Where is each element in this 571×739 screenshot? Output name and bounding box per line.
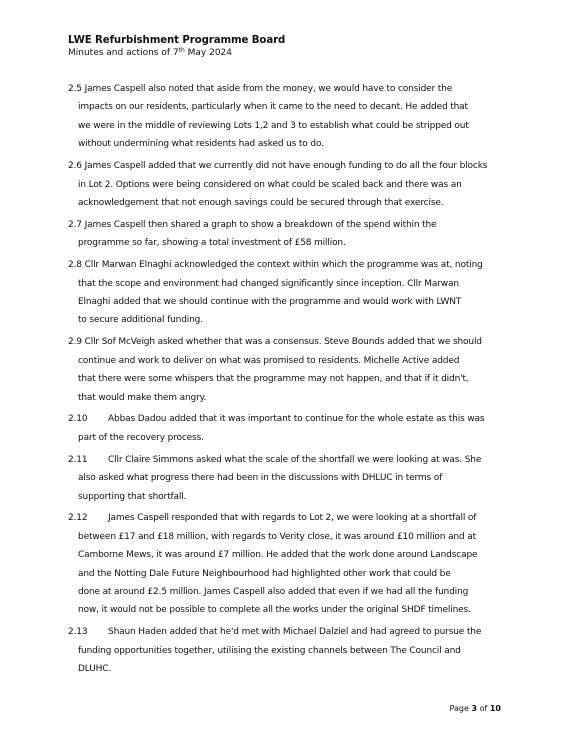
minute-item-line bbox=[68, 194, 520, 212]
minute-item-text: part of the recovery process. bbox=[78, 432, 204, 443]
minute-item-line bbox=[68, 565, 520, 583]
minute-item-line bbox=[68, 601, 520, 619]
minute-item-number: 2.11 bbox=[68, 454, 88, 465]
minute-item-text: also asked what progress there had been in the discussions with DHLUC in terms of bbox=[78, 473, 443, 484]
minute-item-text: to secure additional funding. bbox=[78, 315, 203, 326]
minute-item bbox=[68, 256, 520, 330]
minute-item-text: DLUHC. bbox=[78, 664, 112, 675]
page-footer bbox=[450, 704, 501, 713]
minute-item-number: 2.7 bbox=[68, 219, 82, 230]
page-total: 10 bbox=[489, 704, 501, 713]
minute-item-line bbox=[68, 352, 520, 370]
minute-item-text: Cllr Claire Simmons asked what the scale of the shortfall we were looking at was. She bbox=[108, 454, 482, 465]
minute-item-line bbox=[68, 642, 520, 660]
minute-item-text: Camborne Mews, it was around £7 million. He added that the work done around Landscape bbox=[78, 550, 478, 561]
minute-item-text: Elnaghi added that we should continue with the programme and would work with LWNT bbox=[78, 296, 462, 307]
minute-item-line bbox=[68, 293, 520, 311]
minute-item-line bbox=[68, 311, 520, 329]
minute-item bbox=[68, 216, 520, 253]
minute-item-text: funding opportunities together, utilising the existing channels between The Council and bbox=[78, 645, 461, 656]
minute-item-line bbox=[68, 488, 520, 506]
minute-item-text: supporting that shortfall. bbox=[78, 491, 187, 502]
minute-item-line bbox=[68, 528, 520, 546]
minute-item-number: 2.13 bbox=[68, 627, 88, 638]
minute-item-number: 2.6 bbox=[68, 161, 82, 172]
minute-item-line bbox=[68, 370, 520, 388]
minute-item-text: James Caspell also noted that aside from the money, we would have to consider the bbox=[84, 84, 453, 94]
minute-item bbox=[68, 80, 520, 154]
minute-item-line bbox=[68, 469, 520, 487]
minute-item-text: acknowledgement that not enough savings could be secured through that exercise. bbox=[78, 197, 444, 208]
minute-item-line bbox=[68, 583, 520, 601]
document-subtitle bbox=[68, 47, 285, 59]
minute-item-text: continue and work to deliver on what was promised to residents. Michelle Active added bbox=[78, 355, 460, 366]
document-header bbox=[68, 34, 285, 59]
minute-item-text: we were in the middle of reviewing Lots 1,2 and 3 to establish what could be stripped out bbox=[78, 120, 469, 131]
minute-item-text: that would make them angry. bbox=[78, 392, 207, 403]
minute-item-line bbox=[68, 98, 520, 116]
minute-item-number: 2.8 bbox=[68, 260, 82, 271]
document-title: LWE Refurbishment Programme Board bbox=[68, 35, 286, 46]
minute-item-text: Abbas Dadou added that it was important to continue for the whole estate as this was bbox=[108, 414, 485, 425]
minute-item-first-line bbox=[68, 410, 520, 428]
minute-item-text: James Caspell responded that with regards to Lot 2, we were looking at a shortfall of bbox=[108, 513, 477, 524]
minute-item-text: Cllr Marwan Elnaghi acknowledged the context within which the programme was at, noting bbox=[84, 260, 483, 271]
minute-item-number: 2.12 bbox=[68, 513, 88, 524]
minute-item-text: James Caspell added that we currently did not have enough funding to do all the four blocks bbox=[84, 161, 488, 172]
page-number: 3 bbox=[471, 704, 478, 713]
minute-item-text: Shaun Haden added that he'd met with Michael Dalziel and had agreed to pursue the bbox=[108, 627, 482, 638]
page-of-label: of bbox=[479, 704, 488, 713]
minute-item-line bbox=[68, 176, 520, 194]
minute-item-text: between £17 and £18 million, with regards to Verity close, it was around £10 million and at bbox=[78, 531, 476, 542]
minute-item-line bbox=[68, 429, 520, 447]
minute-item-text: that the scope and environment had changed significantly since inception. Cllr Marwan bbox=[78, 278, 459, 289]
minute-item-line bbox=[68, 275, 520, 293]
minute-item-line bbox=[68, 117, 520, 135]
minute-item-line bbox=[68, 389, 520, 407]
subtitle-text: Minutes and actions of 7 bbox=[68, 48, 179, 58]
minute-item-text: and the Notting Dale Future Neighbourhood had highlighted other work that could be bbox=[78, 568, 451, 579]
page-label: Page bbox=[449, 704, 469, 713]
minute-item-first-line bbox=[68, 509, 520, 527]
minute-item-first-line bbox=[68, 451, 520, 469]
minute-item-text: done at around £2.5 million. James Caspell also added that even if we had all the funding bbox=[78, 587, 469, 598]
minute-item-text: now, it would not be possible to complete all the works under the original SHDF timelines. bbox=[78, 605, 471, 616]
minute-item-line bbox=[68, 234, 520, 252]
minute-item bbox=[68, 451, 520, 506]
minute-item-first-line bbox=[68, 623, 520, 641]
minute-item-text: that there were some whispers that the programme may not happen, and that if it didn't, bbox=[78, 374, 469, 385]
minute-item-text: without undermining what residents had asked us to do. bbox=[78, 139, 324, 150]
minute-item-text: Cllr Sof McVeigh asked whether that was a consensus. Steve Bounds added that we should bbox=[84, 337, 482, 348]
subtitle-ordinal-suffix: th bbox=[178, 47, 185, 54]
minute-item-number: 2.9 bbox=[68, 337, 82, 348]
minute-item-first-line bbox=[68, 333, 520, 351]
minutes-body bbox=[68, 80, 520, 682]
minute-item-number: 2.5 bbox=[68, 84, 82, 94]
minute-item-first-line bbox=[68, 157, 520, 175]
minute-item bbox=[68, 410, 520, 447]
minute-item-text: impacts on our residents, particularly when it came to the need to decant. He added that bbox=[78, 102, 468, 113]
minute-item-number: 2.10 bbox=[68, 414, 88, 425]
minute-item bbox=[68, 157, 520, 212]
subtitle-date-rest: May 2024 bbox=[184, 48, 232, 58]
minute-item-line bbox=[68, 546, 520, 564]
minute-item bbox=[68, 509, 520, 619]
minute-item-text: programme so far, showing a total investment of £58 million. bbox=[78, 238, 346, 249]
minute-item-first-line bbox=[68, 216, 520, 234]
minute-item-line bbox=[68, 660, 520, 678]
minute-item bbox=[68, 333, 520, 407]
minute-item-first-line bbox=[68, 80, 520, 98]
minute-item-first-line bbox=[68, 256, 520, 274]
minute-item-text: James Caspell then shared a graph to show a breakdown of the spend within the bbox=[84, 219, 437, 230]
minute-item-text: in Lot 2. Options were being considered on what could be scaled back and there was an bbox=[78, 179, 462, 190]
minute-item-line bbox=[68, 135, 520, 153]
minute-item bbox=[68, 623, 520, 678]
